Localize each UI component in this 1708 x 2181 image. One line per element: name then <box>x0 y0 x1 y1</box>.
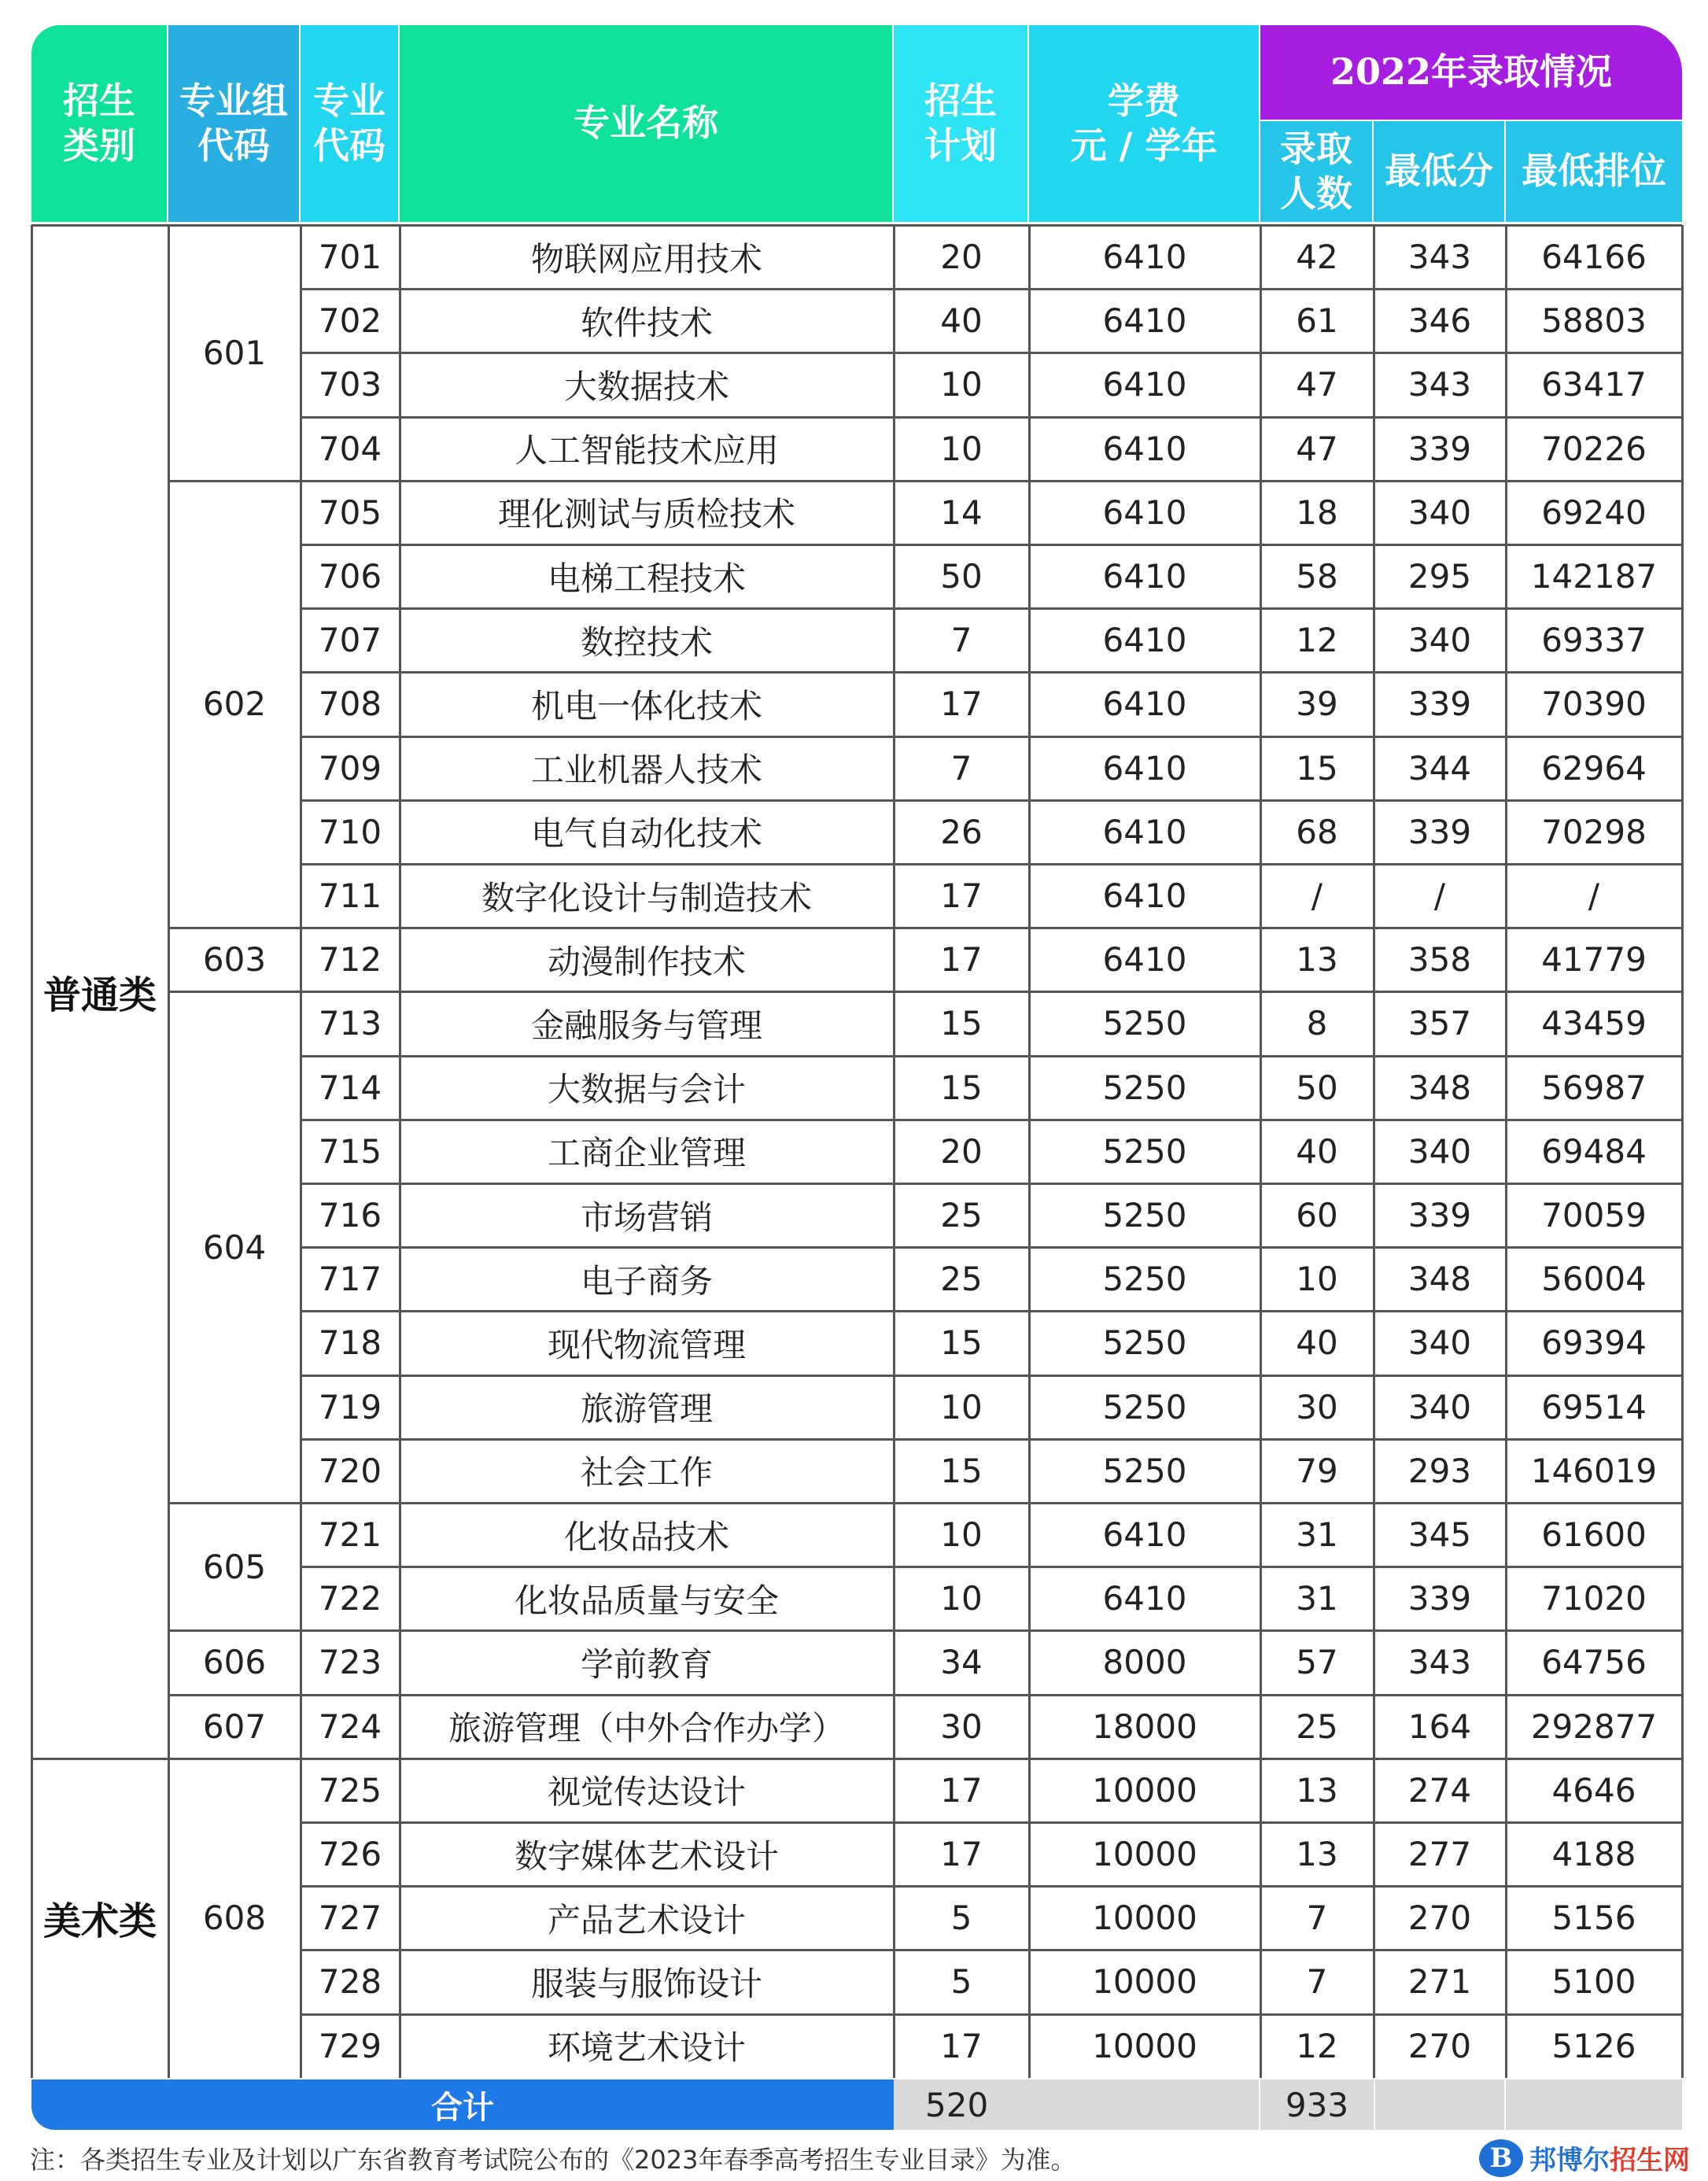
header-major-name: 专业名称 <box>400 25 892 222</box>
min-score: 270 <box>1407 2026 1472 2065</box>
group-divider <box>168 991 301 993</box>
admitted-count: 40 <box>1296 1131 1338 1171</box>
tuition-fee: 6410 <box>1102 557 1187 596</box>
admitted-count: 30 <box>1296 1387 1338 1426</box>
min-rank: 70226 <box>1541 429 1647 468</box>
major-code: 719 <box>318 1387 382 1426</box>
plan-count: 17 <box>940 940 983 980</box>
min-rank: 70390 <box>1541 685 1647 724</box>
tuition-fee: 6410 <box>1102 429 1187 468</box>
admitted-count: 58 <box>1296 557 1338 596</box>
major-name: 工商企业管理 <box>547 1134 746 1173</box>
tuition-fee: 6410 <box>1102 748 1187 788</box>
major-code: 713 <box>318 1004 382 1043</box>
admitted-count: 40 <box>1296 1323 1338 1363</box>
plan-count: 15 <box>940 1068 983 1107</box>
tuition-fee: 10000 <box>1092 1835 1197 1874</box>
min-score: 295 <box>1407 557 1472 596</box>
min-rank: 4646 <box>1551 1770 1636 1810</box>
min-rank: 58803 <box>1541 301 1647 341</box>
min-rank: 56004 <box>1541 1260 1647 1299</box>
major-name: 视觉传达设计 <box>547 1773 746 1812</box>
min-rank: 64166 <box>1541 238 1647 277</box>
total-label-cell <box>31 2080 894 2130</box>
major-name: 产品艺术设计 <box>547 1900 746 1939</box>
tuition-fee: 5250 <box>1102 1004 1187 1043</box>
tuition-fee: 5250 <box>1102 1387 1187 1426</box>
row-divider <box>301 1310 1682 1312</box>
header-category: 招生 类别 <box>31 25 167 222</box>
major-name: 旅游管理 <box>580 1389 713 1429</box>
row-divider <box>301 1821 1682 1824</box>
min-score: 270 <box>1407 1899 1472 1938</box>
major-name: 旅游管理（中外合作办学） <box>448 1709 845 1748</box>
min-score: 348 <box>1407 1260 1472 1299</box>
plan-count: 25 <box>940 1196 983 1235</box>
min-score: 340 <box>1407 1387 1472 1426</box>
row-divider <box>301 1246 1682 1249</box>
major-code: 725 <box>318 1770 382 1810</box>
tuition-fee: 6410 <box>1102 1579 1187 1618</box>
plan-count: 15 <box>940 1323 983 1363</box>
row-divider <box>301 1438 1682 1441</box>
logo-text-accent: 招生网 <box>1610 2145 1690 2176</box>
min-rank: 43459 <box>1541 1004 1647 1043</box>
admitted-count: 61 <box>1296 301 1338 341</box>
header-tuition: 学费 元 / 学年 <box>1029 25 1259 222</box>
plan-count: 10 <box>940 1515 983 1555</box>
major-code: 723 <box>318 1643 382 1682</box>
category-divider <box>31 1758 168 1760</box>
major-name: 软件技术 <box>580 303 713 342</box>
min-score: 345 <box>1407 1515 1472 1555</box>
min-rank: 69337 <box>1541 621 1647 660</box>
major-name: 人工智能技术应用 <box>514 431 779 471</box>
plan-count: 15 <box>940 1451 983 1490</box>
min-rank: 69484 <box>1541 1131 1647 1171</box>
admitted-count: 68 <box>1296 812 1338 851</box>
plan-count: 10 <box>940 429 983 468</box>
tuition-fee: 6410 <box>1102 301 1187 341</box>
row-divider <box>301 863 1682 865</box>
min-rank: 70059 <box>1541 1196 1647 1235</box>
admitted-count: 12 <box>1296 2026 1338 2065</box>
major-code: 729 <box>318 2026 382 2065</box>
tuition-fee: 18000 <box>1092 1707 1197 1746</box>
plan-count: 7 <box>950 748 972 788</box>
major-name: 电气自动化技术 <box>530 814 762 854</box>
major-code: 701 <box>318 238 382 277</box>
column-divider <box>893 225 895 2078</box>
major-code: 705 <box>318 493 382 532</box>
row-divider <box>301 1758 1682 1760</box>
min-rank: 70298 <box>1541 812 1647 851</box>
major-code: 709 <box>318 748 382 788</box>
tuition-fee: 5250 <box>1102 1196 1187 1235</box>
tuition-fee: 10000 <box>1092 1770 1197 1810</box>
header-min-score: 最低分 <box>1374 121 1504 222</box>
min-rank: 41779 <box>1541 940 1647 980</box>
tuition-fee: 5250 <box>1102 1451 1187 1490</box>
min-score: 271 <box>1407 1962 1472 2002</box>
min-score: 339 <box>1407 1196 1472 1235</box>
min-score: 358 <box>1407 940 1472 980</box>
major-code: 711 <box>318 876 382 916</box>
plan-count: 17 <box>940 1770 983 1810</box>
admitted-count: 13 <box>1296 940 1338 980</box>
min-rank: / <box>1588 876 1600 916</box>
plan-count: 20 <box>940 238 983 277</box>
logo-badge-icon: B <box>1479 2139 1523 2177</box>
major-name: 大数据技术 <box>563 367 729 406</box>
admitted-count: 15 <box>1296 748 1338 788</box>
major-name: 化妆品质量与安全 <box>514 1581 779 1620</box>
row-divider <box>301 1629 1682 1632</box>
min-score: / <box>1433 876 1446 916</box>
min-score: 340 <box>1407 621 1472 660</box>
major-code: 721 <box>318 1515 382 1555</box>
min-rank: 63417 <box>1541 365 1647 404</box>
min-score: 340 <box>1407 1131 1472 1171</box>
group-divider <box>168 1758 301 1760</box>
major-code: 716 <box>318 1196 382 1235</box>
total-plan: 520 <box>894 2080 1259 2130</box>
plan-count: 34 <box>940 1643 983 1682</box>
row-divider <box>301 1055 1682 1057</box>
min-score: 348 <box>1407 1068 1472 1107</box>
column-divider <box>1505 225 1507 2078</box>
major-name: 理化测试与质检技术 <box>497 495 795 534</box>
major-name: 动漫制作技术 <box>547 942 746 981</box>
column-divider <box>1260 225 1262 2078</box>
min-score: 339 <box>1407 685 1472 724</box>
major-code: 708 <box>318 685 382 724</box>
column-divider <box>399 225 401 2078</box>
admitted-count: 7 <box>1306 1962 1328 2002</box>
major-code: 710 <box>318 812 382 851</box>
admitted-count: 13 <box>1296 1770 1338 1810</box>
major-code: 728 <box>318 1962 382 2002</box>
row-divider <box>301 607 1682 610</box>
major-name: 学前教育 <box>580 1644 713 1684</box>
admitted-count: 25 <box>1296 1707 1338 1746</box>
header-min-rank: 最低排位 <box>1506 121 1682 222</box>
row-divider <box>301 544 1682 546</box>
major-name: 数字化设计与制造技术 <box>481 878 812 917</box>
major-name: 电梯工程技术 <box>547 559 746 598</box>
total-empty-2 <box>1506 2080 1682 2130</box>
row-divider <box>301 927 1682 929</box>
major-name: 现代物流管理 <box>547 1325 746 1364</box>
group-code: 603 <box>202 940 267 980</box>
column-divider <box>31 225 33 2078</box>
plan-count: 26 <box>940 812 983 851</box>
min-rank: 5100 <box>1551 1962 1636 2002</box>
major-name: 化妆品技术 <box>563 1517 729 1556</box>
group-divider <box>168 1629 301 1632</box>
row-divider <box>301 1119 1682 1121</box>
plan-count: 7 <box>950 621 972 660</box>
header-plan: 招生 计划 <box>894 25 1027 222</box>
min-score: 340 <box>1407 1323 1472 1363</box>
tuition-fee: 10000 <box>1092 2026 1197 2065</box>
major-code: 714 <box>318 1068 382 1107</box>
min-rank: 5126 <box>1551 2026 1636 2065</box>
row-divider <box>301 480 1682 482</box>
row-divider <box>301 1375 1682 1377</box>
admitted-count: 13 <box>1296 1835 1338 1874</box>
tuition-fee: 6410 <box>1102 876 1187 916</box>
major-code: 712 <box>318 940 382 980</box>
major-name: 物联网应用技术 <box>530 239 762 279</box>
min-score: 339 <box>1407 429 1472 468</box>
min-score: 357 <box>1407 1004 1472 1043</box>
group-code: 607 <box>202 1707 267 1746</box>
major-name: 服装与服饰设计 <box>530 1964 762 2003</box>
column-divider <box>1028 225 1031 2078</box>
min-rank: 56987 <box>1541 1068 1647 1107</box>
min-score: 339 <box>1407 812 1472 851</box>
min-rank: 292877 <box>1530 1707 1658 1746</box>
plan-count: 17 <box>940 1835 983 1874</box>
row-divider <box>301 1885 1682 1888</box>
group-code: 608 <box>202 1899 267 1938</box>
tuition-fee: 6410 <box>1102 493 1187 532</box>
min-score: 344 <box>1407 748 1472 788</box>
category-label: 美术类 <box>42 1899 157 1944</box>
min-score: 343 <box>1407 1643 1472 1682</box>
admitted-count: 31 <box>1296 1579 1338 1618</box>
major-name: 数字媒体艺术设计 <box>514 1836 779 1876</box>
min-rank: 142187 <box>1530 557 1658 596</box>
row-divider <box>301 991 1682 993</box>
major-code: 718 <box>318 1323 382 1363</box>
admitted-count: 50 <box>1296 1068 1338 1107</box>
site-logo[interactable] <box>1479 2139 1690 2177</box>
tuition-fee: 5250 <box>1102 1260 1187 1299</box>
group-code: 602 <box>202 685 267 724</box>
group-code: 604 <box>202 1227 267 1267</box>
min-score: 339 <box>1407 1579 1472 1618</box>
tuition-fee: 5250 <box>1102 1131 1187 1171</box>
tuition-fee: 6410 <box>1102 238 1187 277</box>
admitted-count: 18 <box>1296 493 1338 532</box>
major-name: 数控技术 <box>580 622 713 662</box>
column-divider <box>168 225 170 2078</box>
row-divider <box>301 352 1682 354</box>
plan-count: 10 <box>940 1579 983 1618</box>
row-divider <box>301 1949 1682 1951</box>
min-rank: 69514 <box>1541 1387 1647 1426</box>
plan-count: 17 <box>940 876 983 916</box>
column-divider <box>1681 225 1684 2078</box>
plan-count: 10 <box>940 1387 983 1426</box>
header-admitted: 录取 人数 <box>1260 121 1372 222</box>
row-divider <box>301 1566 1682 1568</box>
tuition-fee: 5250 <box>1102 1323 1187 1363</box>
plan-count: 15 <box>940 1004 983 1043</box>
row-divider <box>301 799 1682 802</box>
tuition-fee: 10000 <box>1092 1899 1197 1938</box>
major-code: 704 <box>318 429 382 468</box>
min-score: 343 <box>1407 365 1472 404</box>
major-code: 717 <box>318 1260 382 1299</box>
major-name: 社会工作 <box>580 1453 713 1493</box>
major-code: 720 <box>318 1451 382 1490</box>
total-label: 合计 <box>431 2088 494 2126</box>
group-code: 601 <box>202 333 267 372</box>
min-rank: 71020 <box>1541 1579 1647 1618</box>
admitted-count: 60 <box>1296 1196 1338 1235</box>
min-score: 293 <box>1407 1451 1472 1490</box>
footnote: 注：各类招生专业及计划以广东省教育考试院公布的《2023年春季高考招生专业目录》为准。 <box>30 2145 1076 2175</box>
admitted-count: 47 <box>1296 429 1338 468</box>
major-name: 市场营销 <box>580 1198 713 1237</box>
plan-count: 10 <box>940 365 983 404</box>
plan-count: 5 <box>950 1899 972 1938</box>
group-divider <box>168 1694 301 1696</box>
admitted-count: 31 <box>1296 1515 1338 1555</box>
min-score: 277 <box>1407 1835 1472 1874</box>
tuition-fee: 6410 <box>1102 685 1187 724</box>
column-divider <box>1373 225 1375 2078</box>
major-code: 715 <box>318 1131 382 1171</box>
plan-count: 50 <box>940 557 983 596</box>
major-code: 724 <box>318 1707 382 1746</box>
row-divider <box>301 2013 1682 2016</box>
logo-text <box>1529 2139 1690 2177</box>
major-code: 702 <box>318 301 382 341</box>
logo-text-main: 邦博尔 <box>1529 2145 1610 2176</box>
min-rank: 62964 <box>1541 748 1647 788</box>
row-divider <box>301 671 1682 673</box>
group-divider <box>168 480 301 482</box>
header-group-code: 专业组 代码 <box>168 25 299 222</box>
tuition-fee: 6410 <box>1102 365 1187 404</box>
row-divider <box>301 736 1682 738</box>
admitted-count: 12 <box>1296 621 1338 660</box>
min-rank: 61600 <box>1541 1515 1647 1555</box>
admitted-count: 47 <box>1296 365 1338 404</box>
plan-count: 40 <box>940 301 983 341</box>
row-divider <box>301 288 1682 290</box>
min-rank: 5156 <box>1551 1899 1636 1938</box>
min-rank: 4188 <box>1551 1835 1636 1874</box>
tuition-fee: 6410 <box>1102 1515 1187 1555</box>
min-rank: 64756 <box>1541 1643 1647 1682</box>
admitted-count: 7 <box>1306 1899 1328 1938</box>
admitted-count: 57 <box>1296 1643 1338 1682</box>
admitted-count: 79 <box>1296 1451 1338 1490</box>
admitted-count: 10 <box>1296 1260 1338 1299</box>
header-admission-2022: 2022年录取情况 <box>1260 25 1682 120</box>
min-rank: 69240 <box>1541 493 1647 532</box>
min-rank: 146019 <box>1530 1451 1658 1490</box>
plan-count: 20 <box>940 1131 983 1171</box>
total-empty-1 <box>1375 2080 1504 2130</box>
tuition-fee: 5250 <box>1102 1068 1187 1107</box>
min-score: 340 <box>1407 493 1472 532</box>
major-code: 722 <box>318 1579 382 1618</box>
tuition-fee: 10000 <box>1092 1962 1197 2002</box>
row-divider <box>301 1502 1682 1504</box>
tuition-fee: 8000 <box>1102 1643 1187 1682</box>
min-score: 343 <box>1407 238 1472 277</box>
plan-count: 17 <box>940 685 983 724</box>
tuition-fee: 6410 <box>1102 621 1187 660</box>
major-code: 726 <box>318 1835 382 1874</box>
admitted-count: 39 <box>1296 685 1338 724</box>
plan-count: 25 <box>940 1260 983 1299</box>
admitted-count: 8 <box>1306 1004 1328 1043</box>
major-name: 工业机器人技术 <box>530 751 762 790</box>
major-code: 727 <box>318 1899 382 1938</box>
table-top-border <box>31 224 1682 227</box>
tuition-fee: 6410 <box>1102 940 1187 980</box>
category-label: 普通类 <box>42 972 157 1017</box>
column-divider <box>300 225 302 2078</box>
group-divider <box>168 1502 301 1504</box>
major-name: 机电一体化技术 <box>530 686 762 725</box>
plan-count: 30 <box>940 1707 983 1746</box>
plan-count: 17 <box>940 2026 983 2065</box>
min-score: 346 <box>1407 301 1472 341</box>
admitted-count: 42 <box>1296 238 1338 277</box>
row-divider <box>301 1183 1682 1185</box>
major-code: 703 <box>318 365 382 404</box>
row-divider <box>301 1694 1682 1696</box>
min-score: 164 <box>1407 1707 1472 1746</box>
group-code: 606 <box>202 1643 267 1682</box>
total-admitted: 933 <box>1260 2080 1374 2130</box>
major-name: 环境艺术设计 <box>547 2028 746 2068</box>
major-name: 金融服务与管理 <box>530 1006 762 1045</box>
major-code: 707 <box>318 621 382 660</box>
min-rank: 69394 <box>1541 1323 1647 1363</box>
major-name: 大数据与会计 <box>547 1070 746 1109</box>
major-code: 706 <box>318 557 382 596</box>
plan-count: 5 <box>950 1962 972 2002</box>
tuition-fee: 6410 <box>1102 812 1187 851</box>
row-divider <box>301 416 1682 419</box>
group-divider <box>168 927 301 929</box>
header-major-code: 专业 代码 <box>301 25 398 222</box>
min-score: 274 <box>1407 1770 1472 1810</box>
plan-count: 14 <box>940 493 983 532</box>
major-name: 电子商务 <box>580 1261 713 1301</box>
group-code: 605 <box>202 1547 267 1586</box>
admitted-count: / <box>1311 876 1323 916</box>
